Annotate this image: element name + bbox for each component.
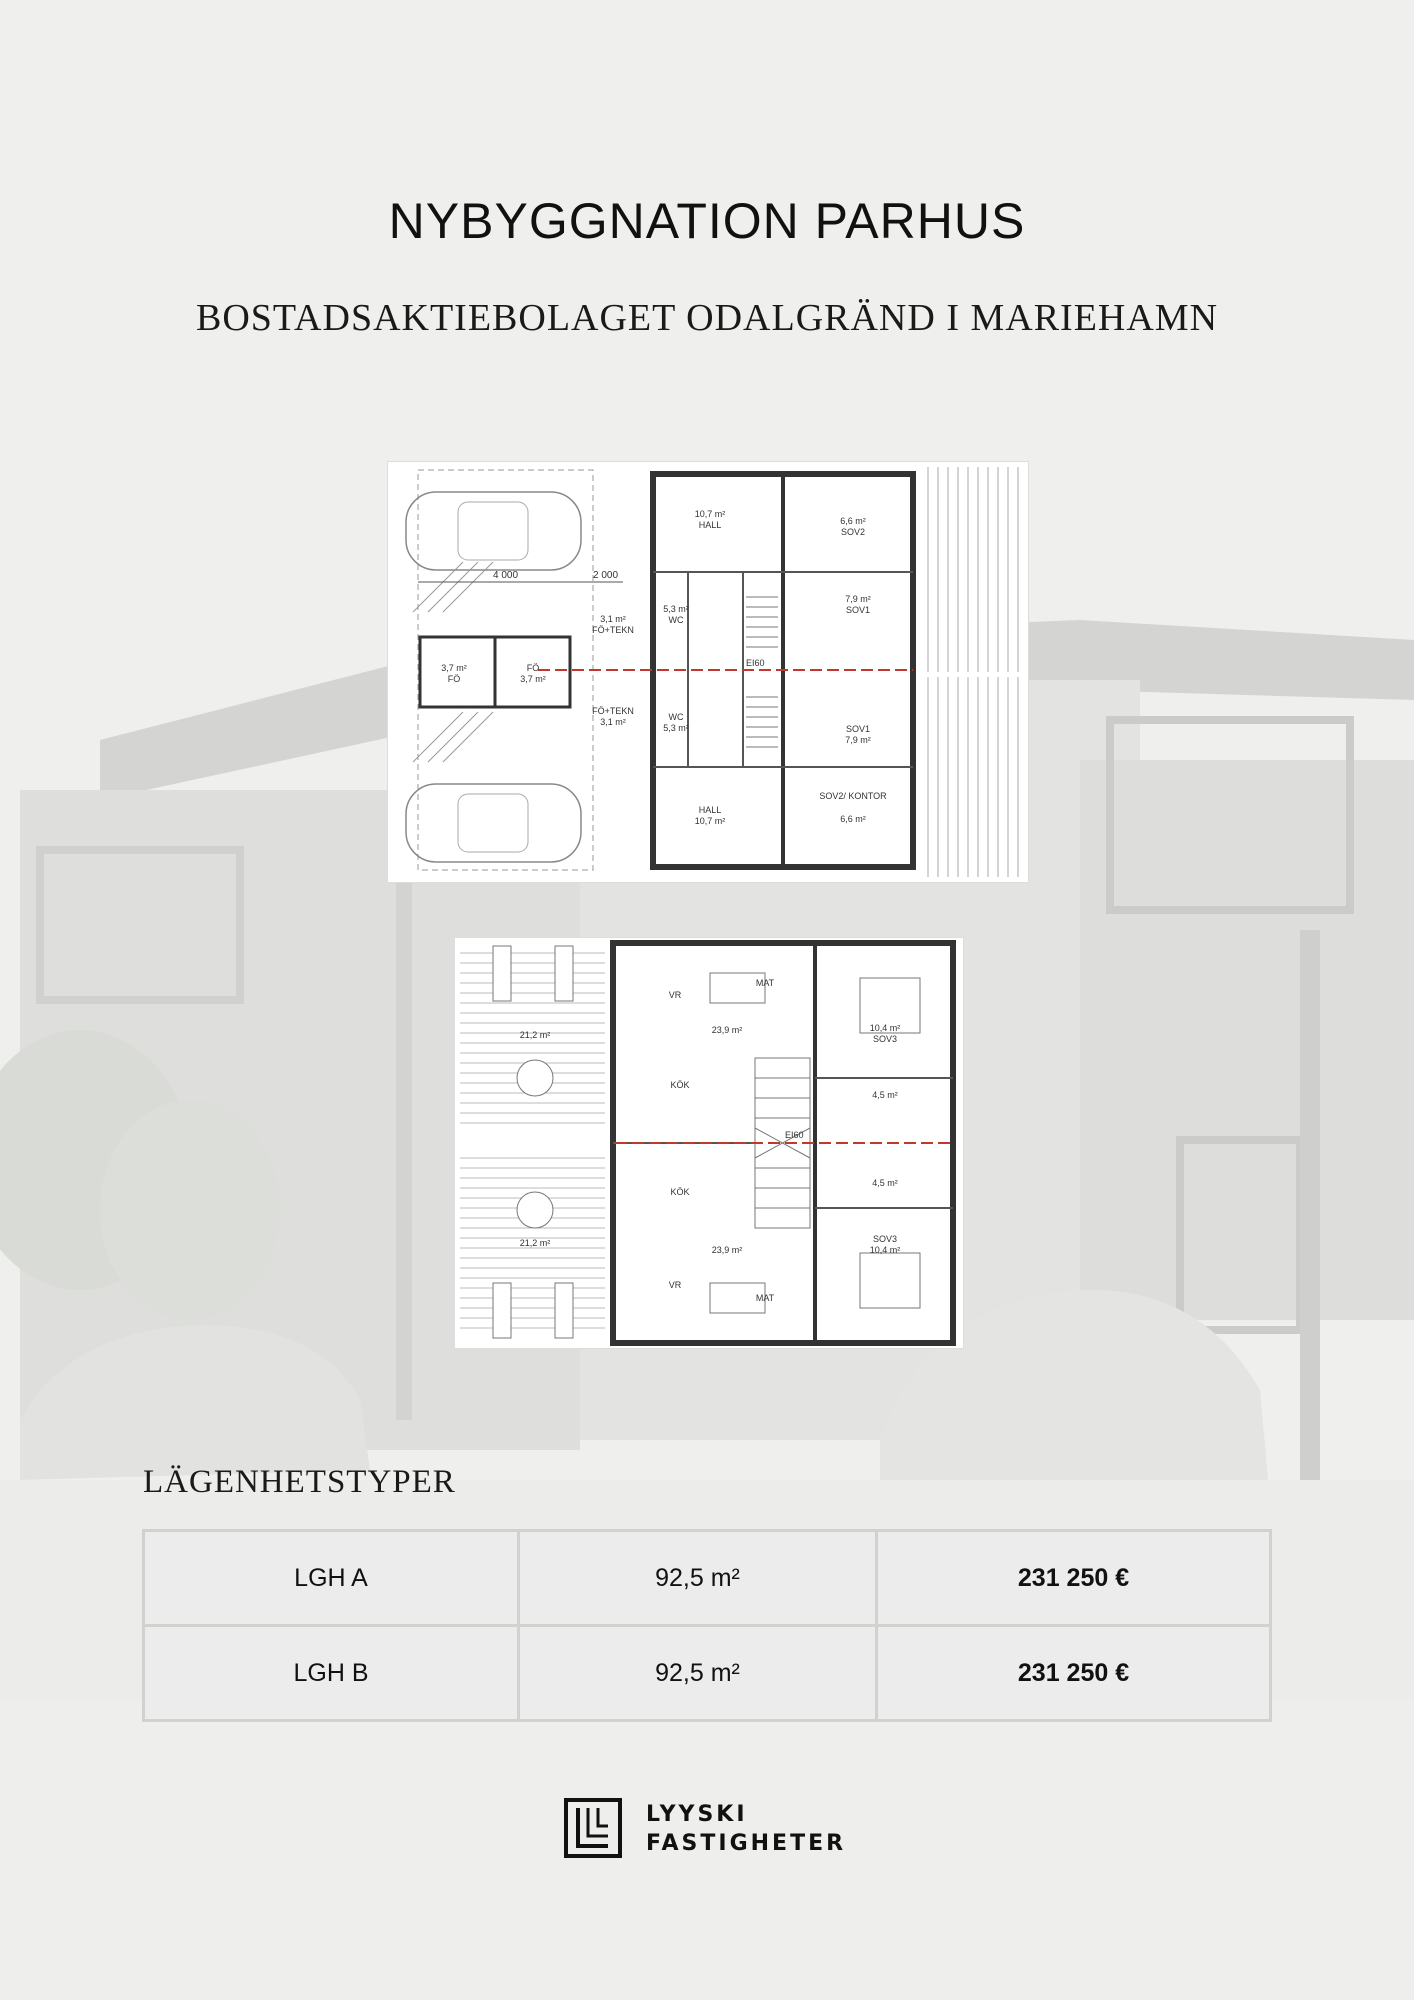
apartment-price: 231 250 € [877, 1626, 1271, 1721]
dimension-label: 2 000 [593, 570, 619, 581]
room-area: 7,9 m² [845, 594, 871, 604]
room-name: SOV3 [872, 1034, 898, 1044]
room-area: 7,9 m² [845, 735, 871, 745]
room-name: HALL [698, 805, 722, 815]
room-name: KÖK [670, 1080, 690, 1090]
floor-plan-upper [455, 938, 963, 1348]
room-area: 3,7 m² [520, 674, 546, 684]
room-area: 23,9 m² [711, 1025, 743, 1035]
room-area: 4,5 m² [872, 1090, 898, 1100]
room-name: FÖ [447, 674, 461, 684]
room-area: 3,7 m² [441, 663, 467, 673]
room-name: SOV2 [840, 527, 866, 537]
document-subtitle: BOSTADSAKTIEBOLAGET ODALGRÄND I MARIEHAMN [195, 297, 1219, 339]
room-area: 3,1 m² [600, 717, 626, 727]
room-area: 10,7 m² [694, 509, 726, 519]
table-row [144, 1531, 1271, 1626]
car-top-icon [406, 492, 581, 570]
room-area: 21,2 m² [519, 1030, 551, 1040]
floor-plan-ground-drawing [388, 462, 1028, 882]
room-name: FÖ+TEKN [592, 706, 634, 716]
document-title: NYBYGGNATION PARHUS [388, 193, 1026, 249]
apartment-type: LGH A [144, 1531, 519, 1626]
room-name: MAT [755, 1293, 775, 1303]
apartment-types-heading: LÄGENHETSTYPER [143, 1464, 456, 1500]
room-area: 23,9 m² [711, 1245, 743, 1255]
room-name: MAT [755, 978, 775, 988]
room-area: 10,4 m² [869, 1023, 901, 1033]
room-area: 5,3 m² [663, 604, 689, 614]
room-area: 5,3 m² [663, 723, 689, 733]
company-logo [564, 1798, 864, 1860]
room-area: 6,6 m² [840, 814, 866, 824]
room-name: WC [668, 615, 684, 625]
room-name: SOV1 [845, 724, 871, 734]
dimension-label: 4 000 [493, 570, 519, 581]
room-name: VR [668, 1280, 682, 1290]
room-name: SOV1 [845, 605, 871, 615]
logo-line2: FASTIGHETER [646, 1831, 847, 1856]
room-area: 3,1 m² [600, 614, 626, 624]
logo-line1: LYYSKI [646, 1802, 748, 1827]
room-area: 4,5 m² [872, 1178, 898, 1188]
logo-text [646, 1800, 846, 1858]
apartment-price: 231 250 € [877, 1531, 1271, 1626]
table-row [144, 1626, 1271, 1721]
outdoor-furniture-icon [493, 946, 573, 1338]
apartment-area: 92,5 m² [519, 1626, 877, 1721]
room-name: VR [668, 990, 682, 1000]
room-area: 10,7 m² [694, 816, 726, 826]
logo-mark-icon [564, 1798, 622, 1858]
room-name: WC [668, 712, 684, 722]
fire-wall-label: EI60 [785, 1130, 804, 1140]
room-name: FÖ [526, 663, 540, 673]
fire-wall-label: EI60 [746, 658, 765, 668]
car-bottom-icon [406, 784, 581, 862]
apartment-types-table [142, 1529, 1272, 1722]
apartment-area: 92,5 m² [519, 1531, 877, 1626]
room-name: KÖK [670, 1187, 690, 1197]
room-area: 6,6 m² [840, 516, 866, 526]
room-area: 21,2 m² [519, 1238, 551, 1248]
floor-plan-ground [388, 462, 1028, 882]
room-name: SOV2/ KONTOR [819, 791, 887, 801]
room-name: SOV3 [872, 1234, 898, 1244]
floor-plan-upper-drawing [455, 938, 963, 1348]
apartment-type: LGH B [144, 1626, 519, 1721]
room-area: 10,4 m² [869, 1245, 901, 1255]
room-name: FÖ+TEKN [592, 625, 634, 635]
room-name: HALL [698, 520, 722, 530]
